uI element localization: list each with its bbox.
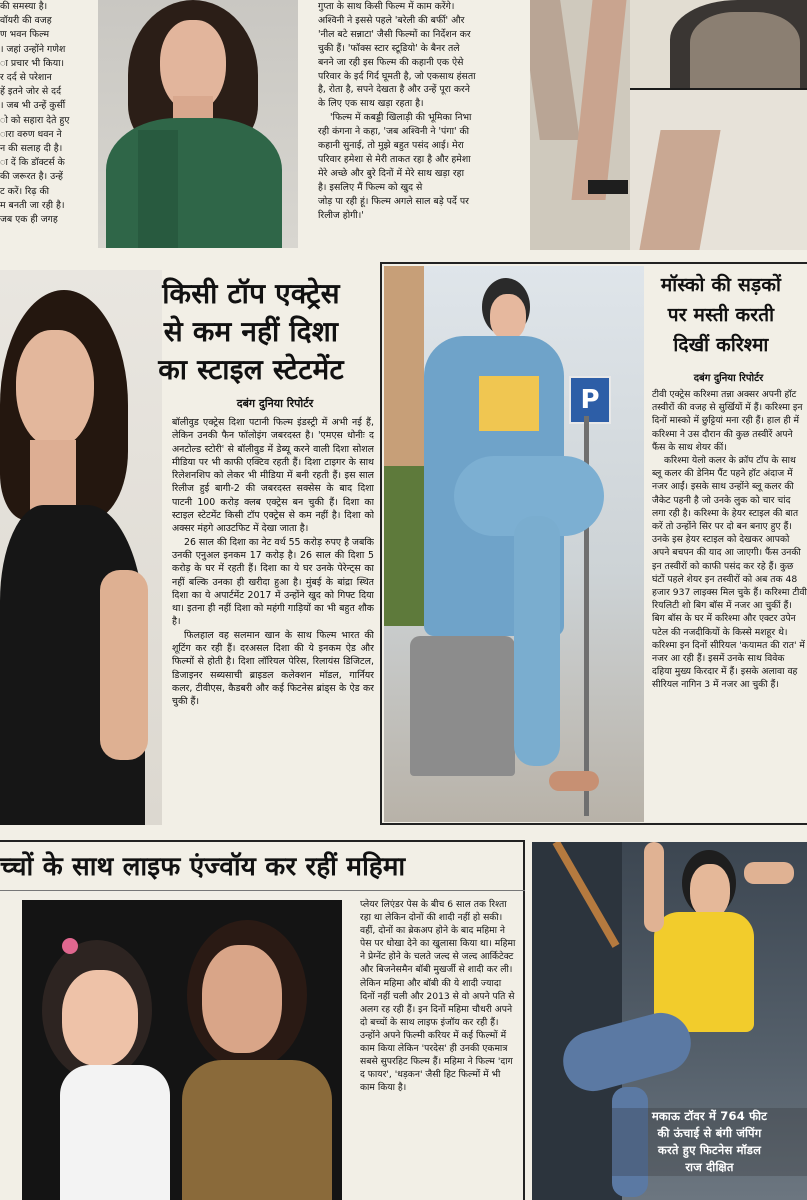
top-mid-line: है, रोता है, सपने देखता है और उन्हें पूरा करने [318,84,470,96]
top-left-line: र दर्द से परेशान [0,72,52,84]
mahima-paragraph: प्लेयर लिएंडर पेस के बीच 6 साल तक रिश्ता रहा था लेकिन दोनों की शादी नहीं हो सकी। वहीं, दोनों का ब्रेकअप होने के बाद महिमा ने पेस पर धोखा देने का खुलासा किया था। महिमा ने प्रेग्नेंट होने के चलते जल्द से जल्द आर्किटेक्ट और बिजनेसमैन बॉबी मुखर्जी से शादी कर ली। लेकिन महिमा और बॉबी की ये शादी ज्यादा दिनों नहीं चली और 2013 से वो अपने पति से अलग रह रही हैं। इन दिनों महिमा चौधरी अपने दो बच्चों के साथ लाइफ इंजॉय कर रही हैं। उन्होंने अपने फिल्मी करियर में कई फिल्मों में काम किया लेकिन 'परदेस' ही उनकी एकमात्र सबसे सुपरहिट फिल्म हैं। महिमा ने फिल्म 'दाग द फायर', 'धड़कन' जैसी हिट फिल्मों में भी काम किया है। [360,899,516,1094]
karishma-photo: P [384,266,644,822]
top-left-line: वॉयरी की वजह [0,15,52,27]
top-mid-line: बनने जा रही इस फिल्म की कहानी एक ऐसे [318,56,464,68]
raj-caption-line: मकाऊ टॉवर में 764 फीट [651,1109,768,1123]
mahima-headline: च्चों के साथ लाइफ एंज्वॉय कर रहीं महिमा [0,852,406,882]
top-mid-line: गुप्ता के साथ किसी फिल्म में काम करेंगे। [318,1,455,12]
top-left-line: म बनती जा रही है। [0,199,65,211]
shoulder-photo [630,0,807,90]
mahima-photo [22,900,342,1200]
raj-caption-line: करते हुए फिटनेस मॉडल [657,1143,762,1157]
karishma-headline-line: पर मस्ती करती [667,304,775,326]
top-left-line: । जब भी उन्हें कुर्सी [0,100,66,112]
karishma-byline: दबंग दुनिया रिपोर्टर [693,373,764,384]
top-left-line: की जरूरत है। उन्हें [0,171,63,183]
top-left-line: न की सलाह दी है। [0,143,63,155]
karishma-paragraph: करिश्मा येलो कलर के क्रॉप टॉप के साथ ब्लू कलर की डेनिम पैंट पहने हॉट अंदाज में नजर आईं। इसके साथ उन्होंने ब्लू कलर की जैकेट पहनी है जो उनके लुक को चार चांद लगा रही है। करिश्मा के हेयर स्टाइल की बात करें तो उन्होंने सिर पर दो बन बनाए हुए हैं। उनके इस हेयर स्टाइल को देखकर आपको अपने बचपन की याद आ जाएगी। फैंस उनकी इन तस्वीरों को काफी पसंद कर रहे हैं। कुछ घंटों पहले शेयर इन तस्वीरों को अब तक 48 हजार 937 लाइक्स मिल चुके हैं। करिश्मा टीवी रियलिटी शो बिग बॉस में नजर आ चुकीं हैं। बिग बॉस के घर में करिश्मा और एक्टर उपेन पटेल की नजदीकियों के किस्से मशहूर थे। करिश्मा इन दिनों सीरियल 'कयामत की रात' में नजर आ रही हैं। इसमें उनके साथ विवेक दहिया मुख्य किरदार में हैं। इसके अलावा वह सीरियल नागिन 3 में नजर आ चुकी हैं। [652,455,807,691]
mahima-frame [523,840,525,1200]
top-left-line: ण भवन फिल्म [0,29,50,41]
top-mid-line: चुकी हैं। 'फॉक्स स्टार स्टूडियो' के बैनर तले [318,42,460,54]
raj-caption-line: की ऊंचाई से बंगी जंपिंग [657,1126,762,1140]
karishma-headline-line: दिखीं करिश्मा [673,334,769,356]
mahima-frame [0,840,525,842]
legs-photo [530,0,630,250]
mahima-frame [0,890,525,891]
anushka-photo [98,0,298,248]
top-middle-column [318,0,530,240]
disha-headline [120,275,382,389]
disha-byline: दबंग दुनिया रिपोर्टर [236,397,314,410]
karishma-body [652,388,807,818]
top-left-line: । जहां उन्होंने गणेश [0,43,66,55]
disha-headline-line: किसी टॉप एक्ट्रेस [162,277,340,310]
top-mid-line: जोड़ पा रही हूं। फिल्म अगले साल बड़े पर्दे पर [318,195,469,207]
ankle-photo [630,90,807,250]
karishma-frame [380,823,807,825]
disha-body [172,416,374,826]
top-left-line: ो को सहारा देते हुए [0,114,70,126]
top-mid-line: कहानी सुनाई, तो मुझे बहुत पसंद आई। मेरा [318,140,464,152]
mahima-body [360,898,518,1198]
top-left-line: ारा वरुण धवन ने [0,128,62,140]
raj-caption [612,1108,807,1176]
disha-paragraph: बॉलीवुड एक्ट्रेस दिशा पटानी फिल्म इंडस्ट्री में अभी नई हैं, लेकिन उनकी फैन फॉलोइंग जबरदस्त है। 'एमएस धोनीः द अनटोल्ड स्टोरी' से बॉलीवुड में डेब्यू करने वाली दिशा सोशल मीडिया पर भी काफी एक्टिव रहती हैं। दिशा टाइगर के साथ रिलेशनशिप को लेकर भी मीडिया में बनी रहती हैं। इस साल रिलीज हुई बागी-2 की जबरदस्त सक्सेस के बाद दिशा पाटनी 100 करोड़ क्लब एक्ट्रेस बन चुकी हैं। दिशा का स्टाइल स्टेटमेंट किसी टॉप एक्ट्रेस से कम नहीं है। दिशा को अक्सर मंहगे आउटफिट में देखा जाता है। [172,417,374,535]
top-mid-line: परिवार हमेशा से मेरी ताकत रहा है और हमेशा [318,153,471,165]
karishma-headline-line: मॉस्को की सड़कों [660,274,782,296]
top-mid-line: परिवार के इर्द गिर्द घूमती है, जो एकसाथ हंसता [318,70,476,82]
top-mid-line: रिलीज होगी।' [318,209,364,221]
karishma-frame [380,262,807,264]
top-left-line: की समस्या है। [0,1,48,12]
top-mid-line: रही कंगना ने कहा, 'जब अश्विनी ने 'पंगा' की [318,126,470,138]
top-mid-line: 'नील बटे सन्नाटा' जैसी फिल्मों का निर्देशन कर [318,28,471,40]
disha-headline-line: का स्टाइल स्टेटमेंट [158,353,344,386]
top-left-line: ट करें। रिढ़ की [0,185,50,197]
top-mid-line: है। इसलिए मैं फिल्म को खुद से [318,181,423,193]
karishma-headline [636,270,806,360]
karishma-frame [380,262,382,825]
karishma-paragraph: टीवी एक्ट्रेस करिश्मा तन्ना अक्सर अपनी हॉट तस्वीरों की वजह से सुर्खियों में हैं। करिश्मा इन दिनों मास्को में छुट्टियां मना रही हैं। हाल ही में करिश्मा ने उस दौरान की कुछ तस्वीरें अपने फैंस के साथ शेयर कीं। [652,389,803,453]
disha-paragraph: 26 साल की दिशा का नेट वर्थ 55 करोड़ रुपए है जबकि उनकी एनुअल इनकम 17 करोड़ है। 26 साल की दिशा 5 करोड़ के घर में रहती हैं। दिशा का ये घर उनके पेरेन्ट्स का नहीं बल्कि उनका ही खरीदा हुआ है। मुंबई के बांद्रा स्थित दिशा का ये अपार्टमेंट 2017 में उन्होंने खुद को गिफ्ट दिया था। इतना ही नहीं दिशा को महंगी गाड़ियों का भी बहुत शौक है। [172,536,374,628]
top-mid-line: मेरे अच्छे और बुरे दिनों में मेरे साथ खड़ा रहा [318,167,465,179]
raj-caption-line: राज दीक्षित [685,1160,734,1174]
top-left-column [0,0,94,245]
disha-paragraph: फिलहाल वह सलमान खान के साथ फिल्म भारत की शूटिंग कर रही हैं। दरअसल दिशा की ये इनकम ऐड और फिल्मों से होती है। दिशा लॉरियल पेरिस, रिलायंस डिजिटल, डिजाइनर सब्यसाची ब्राइडल कलेक्शन मॉडल, गार्नियर कलर, टीवीएस, कैडबरी और कई फिटनेस ब्रांड्स के ऐड कर चुकी हैं। [172,629,374,708]
top-left-line: ा प्रचार भी किया। [0,57,65,69]
disha-headline-line: से कम नहीं दिशा [163,315,339,348]
top-mid-line: 'फिल्म में कबड्डी खिलाड़ी की भूमिका निभा [330,112,472,124]
top-mid-line: के लिए एक साथ खड़ा रहता है। [318,98,424,110]
top-left-line: हें इतने जोर से दर्द [0,86,62,98]
top-left-line: ा दें कि डॉक्टर्स के [0,157,65,169]
top-mid-line: अश्विनी ने इससे पहले 'बरेली की बर्फी' और [318,14,465,26]
top-left-line: जब एक ही जगह [0,214,58,226]
